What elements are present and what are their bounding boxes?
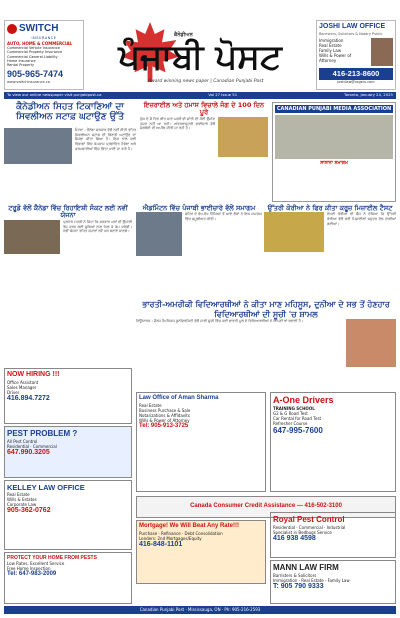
pest-problem-ad[interactable] [4, 426, 132, 478]
ad-title: Canada Consumer Credit Assistance — 416-502-3100 [190, 503, 342, 509]
story-headline: ਐਡਮਿੰਟਨ ਵਿੱਚ ਪੰਜਾਬੀ ਭਾਈਚਾਰੇ ਵੱਲੋਂ ਸਮਾਗਮ [142, 204, 256, 212]
ad-line: Driver [7, 389, 20, 395]
switch-service: Commercial Property Insurance [7, 50, 63, 55]
issue-volume: Vol 27 Issue 51 [208, 92, 238, 97]
ad-phone: Tel: 647-983-2009 [7, 571, 57, 578]
ad-line: Real Estate [139, 402, 162, 408]
joshi-service: Real Estate [319, 43, 342, 49]
story-body: ਓਟਵਾ : ਕੈਨੇਡਾ ਸਰਕਾਰ ਵੱਲੋਂ ਨਵੀਂ ਨੀਤੀ ਤਹਿਤ ਸਿਵਲੀਅਨ ਸਟਾਫ਼ ਦੀ ਗਿਣਤੀ ਘਟਾਉਣ ਦਾ ਫੈਸਲਾ ਕੀਤਾ ਗਿਆ ਹੈ। ਇਸ ਨਾਲ ਕਈ ਵਿਭਾਗਾਂ ਵਿੱਚ ਕੰਮਕਾਜ ਪ੍ਰਭਾਵਿਤ ਹੋਵੇਗਾ ਅਤੇ ਕਰਮਚਾਰੀਆਂ ਵਿੱਚ ਚਿੰਤਾ ਪਾਈ ਜਾ ਰਹੀ ਹੈ। [75, 128, 136, 151]
switch-phone: 905-965-7474 [7, 68, 64, 79]
ad-line: Car Rental for Road Test [273, 416, 322, 422]
mann-law-firm-ad[interactable] [270, 560, 396, 604]
event-photo [275, 115, 393, 159]
ad-title: NOW HIRING !!! [7, 371, 60, 378]
story-housing[interactable] [4, 205, 132, 365]
ad-line: Residential · Commercial [7, 444, 57, 449]
media-association-ad[interactable] [272, 102, 396, 202]
joshi-service: Immigration [319, 38, 344, 44]
ad-phone: 905-362-0762 [7, 507, 51, 515]
masthead-tagline: ਕੈਨੇਡੀਅਨ [174, 32, 193, 38]
story-headline: ਇਜ਼ਰਾਈਲ ਅਤੇ ਹਮਾਸ ਵਿਚਾਲੇ ਜੰਗ ਦੇ 100 ਦਿਨ ਪੂਰੇ [143, 101, 265, 117]
story-photo [4, 128, 72, 164]
ad-line: Sales Manager [7, 384, 37, 390]
ad-title: MANN LAW FIRM [273, 563, 339, 572]
story-body: ਸ਼ਹਿਰ ਦੇ ਵੱਖ-ਵੱਖ ਹਿੱਸਿਆਂ ਤੋਂ ਆਏ ਲੋਕਾਂ ਨੇ ਇਸ ਸਮਾਗਮ ਵਿੱਚ ਸ਼ਮੂਲੀਅਤ ਕੀਤੀ। [185, 212, 262, 222]
joshi-service: Family Law [319, 48, 342, 54]
ad-line: Refresher Course [273, 421, 308, 427]
ad-line: Free Home Inspection [7, 566, 51, 572]
joshi-service: Wills & Power of Attorney [319, 53, 352, 64]
ad-line: Business Purchase & Sale [139, 407, 191, 413]
story-body: ਦੱਖਣੀ ਕੋਰੀਆ ਦੀ ਫੌਜ ਨੇ ਦੱਸਿਆ ਕਿ ਉੱਤਰੀ ਕੋਰੀਆ ਵੱਲੋਂ ਕਈ ਮਿਜ਼ਾਈਲਾਂ ਸਮੁੰਦਰ ਵੱਲ ਦਾਗੀਆਂ ਗਈਆਂ। [327, 212, 396, 226]
ad-line: Purchase · Refinance · Debt Consolidation [139, 530, 223, 536]
now-hiring-ad[interactable] [4, 368, 132, 424]
ad-subtitle: TRAINING SCHOOL [273, 406, 315, 412]
page-footer: Canadian Punjabi Post · Mississauga, ON · Ph: 905-216-2593 [4, 606, 396, 614]
kelley-law-ad[interactable] [4, 480, 132, 550]
ad-phone: 647-995-7600 [273, 426, 323, 436]
story-headline: ਟਰੂਡੋ ਵੱਲੋਂ ਕੈਨੇਡਾ ਵਿੱਚ ਰਿਹਾਇਸ਼ੀ ਸੰਕਟ ਲਈ ਨਵੀਂ ਯੋਜਨਾ [8, 204, 128, 220]
ad-line: Corporate Law [7, 502, 37, 508]
ad-title: PEST PROBLEM ? [7, 429, 78, 438]
ad-line: Low Rates, Excellent Service [7, 561, 65, 567]
royal-pest-control-ad[interactable] [270, 512, 396, 558]
switch-insurance-ad[interactable] [4, 20, 84, 90]
story-photo [4, 220, 60, 254]
media-association-title: CANADIAN PUNJABI MEDIA ASSOCIATION [276, 106, 392, 112]
story-body: ਯੁੱਧ ਦੇ ਸੌ ਦਿਨ ਬੀਤ ਜਾਣ ਮਗਰੋਂ ਵੀ ਸ਼ਾਂਤੀ ਦੀ ਕੋਈ ਉਮੀਦ ਨਜ਼ਰ ਨਹੀਂ ਆ ਰਹੀ। ਅੰਤਰਰਾਸ਼ਟਰੀ ਭਾਈਚਾਰੇ ਵੱਲੋਂ ਜੰਗਬੰਦੀ ਦੀ ਅਪੀਲ ਕੀਤੀ ਜਾ ਰਹੀ ਹੈ। [140, 116, 215, 131]
ad-line: G2 & G Road Test [273, 411, 308, 417]
joshi-services [319, 38, 369, 66]
joshi-subtitle: Barristers, Solicitors & Notary Public [319, 31, 383, 36]
story-headline: ਭਾਰਤੀ-ਅਮਰੀਕੀ ਵਿਦਿਆਰਥੀਆਂ ਨੇ ਕੀਤਾ ਮਾਣ ਮਹਿਸੂਸ, ਦੁਨੀਆ ਦੇ ਸਭ ਤੋਂ ਹੋਣਹਾਰ ਵਿਦਿਆਰਥੀਆਂ ਦੀ ਸੂਚੀ 'ਚ ਸ਼ਾਮਲ [142, 300, 390, 319]
ad-phone: 647.990.3205 [7, 449, 50, 456]
ad-line: Real Estate [7, 492, 30, 498]
masthead-title: ਪੰਜਾਬੀ ਪੋਸਟ [118, 37, 282, 77]
ad-line: Immigration · Real Estate · Family Law [273, 578, 350, 583]
story-photo [264, 212, 324, 252]
ad-line: Lenders: 2nd Mortgages/Equity [139, 535, 202, 541]
joshi-law-ad[interactable] [316, 20, 396, 90]
story-body: ਨਿਊਯਾਰਕ : ਜੌਨਸ ਹੌਪਕਿਨਸ ਯੂਨੀਵਰਸਿਟੀ ਵੱਲੋਂ ਜਾਰੀ ਸੂਚੀ ਵਿੱਚ ਕਈ ਭਾਰਤੀ ਮੂਲ ਦੇ ਵਿਦਿਆਰਥੀਆਂ ਨੇ ਆਪਣੀ ਥਾਂ ਬਣਾਈ ਹੈ। [136, 319, 304, 324]
ad-title: PROTECT YOUR HOME FROM PESTS [7, 555, 97, 561]
online-link[interactable]: To view our online newspaper visit punjabipost.ca [7, 92, 102, 97]
a-one-drivers-ad[interactable] [270, 392, 396, 492]
story-students[interactable] [136, 300, 396, 388]
ad-title: KELLEY LAW OFFICE [7, 483, 85, 492]
ad-line: Specialist in Bedbugs Service [273, 530, 332, 535]
switch-logo [7, 23, 81, 36]
joshi-email[interactable]: joshilaw@rogers.com [337, 79, 375, 84]
ad-line: All Pest Control [7, 439, 38, 444]
story-headline: ਉੱਤਰੀ ਕੋਰੀਆ ਨੇ ਫਿਰ ਕੀਤਾ ਕਰੂਜ਼ ਮਿਜ਼ਾਈਲ ਟੈਸਟ [267, 204, 393, 212]
ad-title: A-One Drivers [273, 395, 334, 405]
ad-phone: T: 905 790 9333 [273, 583, 324, 590]
switch-brand: SWITCH [19, 23, 59, 34]
ad-phone: 416-848-1101 [139, 540, 183, 548]
ad-line: Wills & Estates [7, 497, 37, 503]
ad-line: Office Assistant [7, 379, 39, 385]
switch-service: Rental Property [7, 63, 35, 68]
ad-line: Residential · Commercial · Industrial [273, 525, 346, 530]
story-community[interactable] [136, 205, 262, 297]
ad-phone: 416 938 4598 [273, 535, 316, 542]
switch-services [7, 46, 81, 68]
ad-title: Royal Pest Control [273, 515, 345, 524]
ad-line: Barristers & Solicitors [273, 573, 317, 578]
joshi-title: JOSHI LAW OFFICE [319, 23, 386, 30]
switch-logo-icon [7, 24, 17, 34]
ad-title: Law Office of Aman Sharma [139, 395, 219, 401]
switch-kind: AUTO, HOME & COMMERCIAL [7, 40, 73, 46]
masthead [88, 22, 312, 88]
joshi-phone: 416-213-8600 [319, 68, 393, 79]
switch-service: Commercial General Liability [7, 54, 58, 59]
story-photo [218, 117, 268, 157]
ad-phone: 416.894.7272 [7, 394, 50, 402]
switch-service: Commercial Vehicle Insurance [7, 45, 60, 50]
ad-line: Notarizations & Affidavits [139, 412, 190, 418]
ad-line: Wills & Power of Attorney [139, 417, 190, 423]
switch-service: Home Insurance [7, 59, 36, 63]
switch-sub: INSURANCE [31, 35, 57, 40]
story-lead[interactable] [4, 102, 136, 202]
story-israel[interactable] [140, 102, 268, 202]
story-korea[interactable] [264, 205, 396, 297]
ad-title: Mortgage! We Will Beat Any Rate!!! [139, 523, 239, 529]
joshi-body [319, 38, 393, 66]
mortgage-ad[interactable] [136, 520, 266, 584]
story-photo [136, 212, 182, 256]
issue-date: Toronto, January 24, 2025 [344, 92, 393, 97]
story-body: ਪ੍ਰਧਾਨ ਮੰਤਰੀ ਨੇ ਕਿਹਾ ਕਿ ਸਰਕਾਰ ਘਰਾਂ ਦੀ ਉਸਾਰੀ ਤੇਜ਼ ਕਰਨ ਲਈ ਸੂਬਿਆਂ ਨਾਲ ਮਿਲ ਕੇ ਕੰਮ ਕਰੇਗੀ। ਨਵੀਂ ਯੋਜਨਾ ਤਹਿਤ ਹਜ਼ਾਰਾਂ ਨਵੇਂ ਘਰ ਬਣਾਏ ਜਾਣਗੇ। [63, 219, 132, 234]
aman-sharma-law-ad[interactable] [136, 392, 266, 492]
masthead-slogan: Award winning news paper | Canadian Punjabi Post [148, 79, 264, 84]
ad-phone: Tel: 905-913-3725 [139, 422, 189, 429]
story-photo [346, 319, 396, 367]
switch-website[interactable]: www.switchinsurance.ca [7, 80, 50, 84]
event-label: ਸਾਲਾਨਾ ਸਮਾਗਮ [320, 161, 348, 167]
story-headline: ਕੈਨੇਡੀਅਨ ਸਿਹਤ ਟਿਕਾਣਿਆਂ ਦਾ ਸਿਵਲੀਅਨ ਸਟਾਫ਼ ਘਟਾਉਣ ਉੱਤੇ [15, 102, 125, 123]
issue-info-bar [4, 92, 396, 99]
protect-home-ad[interactable] [4, 552, 132, 604]
lawyer-photo [371, 38, 393, 66]
